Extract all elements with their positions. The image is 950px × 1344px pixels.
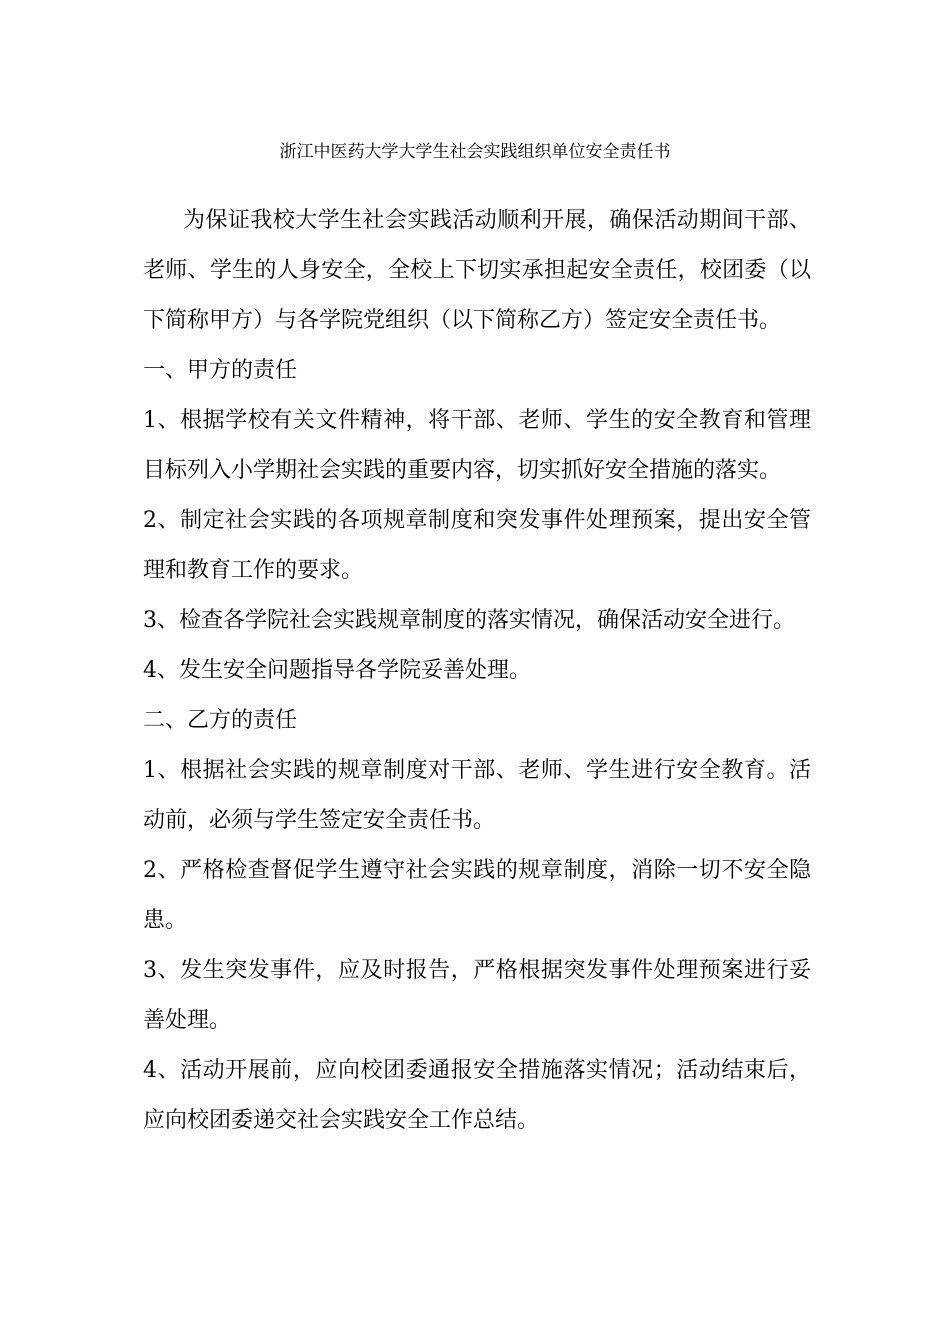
section-a-item-4: 4、发生安全问题指导各学院妥善处理。 bbox=[143, 658, 531, 683]
section-a-item-2: 2、制定社会实践的各项规章制度和突发事件处理预案，提出安全管理和教育工作的要求。 bbox=[143, 508, 811, 583]
document-body bbox=[143, 196, 811, 1146]
section-a-item-1: 1、根据学校有关文件精神，将干部、老师、学生的安全教育和管理目标列入小学期社会实践的重要内容，切实抓好安全措施的落实。 bbox=[143, 408, 811, 483]
section-b-item-4: 4、活动开展前，应向校团委通报安全措施落实情况；活动结束后，应向校团委递交社会实践安全工作总结。 bbox=[143, 1058, 811, 1133]
intro-paragraph: 为保证我校大学生社会实践活动顺利开展，确保活动期间干部、老师、学生的人身安全，全校上下切实承担起安全责任，校团委（以下简称甲方）与各学院党组织（以下简称乙方）签定安全责任书。 bbox=[143, 208, 811, 333]
section-b-heading: 二、乙方的责任 bbox=[143, 708, 298, 733]
document-title: 浙江中医药大学大学生社会实践组织单位安全责任书 bbox=[279, 142, 671, 162]
section-a-heading: 一、甲方的责任 bbox=[143, 358, 298, 383]
section-b-item-3: 3、发生突发事件，应及时报告，严格根据突发事件处理预案进行妥善处理。 bbox=[143, 958, 811, 1033]
section-b-item-2: 2、严格检查督促学生遵守社会实践的规章制度，消除一切不安全隐患。 bbox=[143, 858, 811, 933]
section-b-item-1: 1、根据社会实践的规章制度对干部、老师、学生进行安全教育。活动前，必须与学生签定安全责任书。 bbox=[143, 758, 811, 833]
section-a-item-3: 3、检查各学院社会实践规章制度的落实情况，确保活动安全进行。 bbox=[143, 608, 795, 633]
